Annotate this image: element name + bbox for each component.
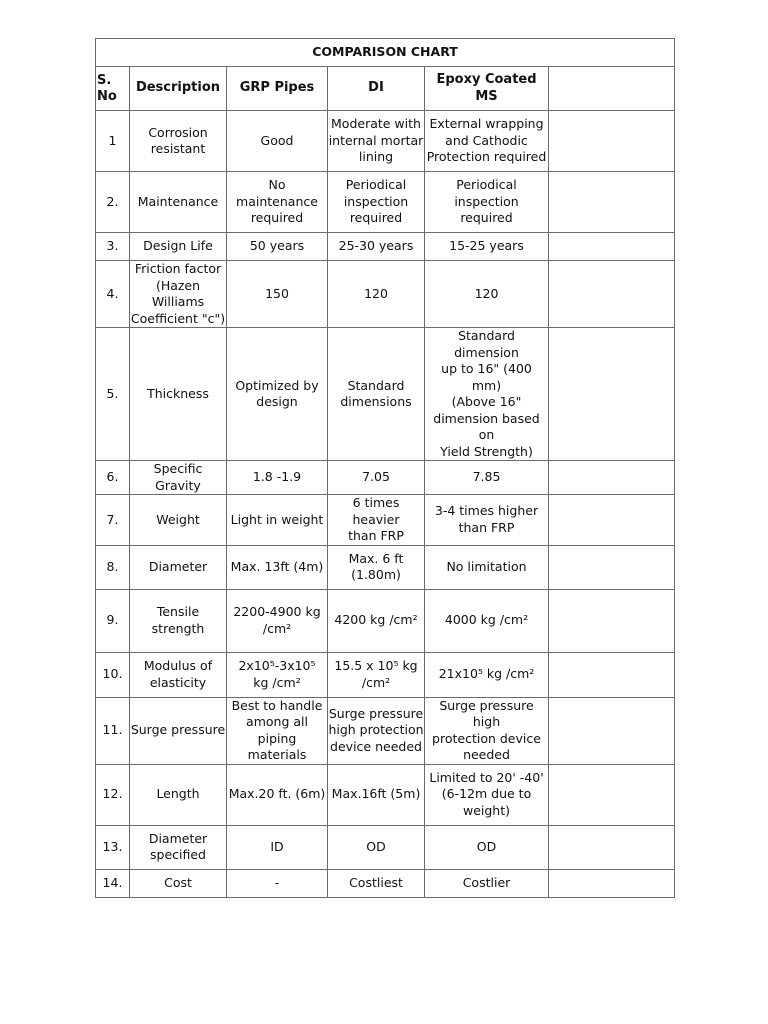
row-sno: 8. xyxy=(96,545,130,589)
row-grp-pipes: 2x10⁵-3x10⁵ kg /cm² xyxy=(227,652,328,697)
row-sno: 1 xyxy=(96,111,130,172)
row-blank xyxy=(549,589,675,652)
row-grp-pipes: Good xyxy=(227,111,328,172)
row-epoxy-coated-ms: 7.85 xyxy=(425,461,549,495)
row-di: OD xyxy=(328,825,425,869)
row-blank xyxy=(549,261,675,328)
header-grp-pipes: GRP Pipes xyxy=(227,67,328,111)
table-row xyxy=(96,233,675,261)
row-sno: 5. xyxy=(96,328,130,461)
comparison-chart-table xyxy=(95,38,675,898)
table-row xyxy=(96,495,675,546)
row-di: 120 xyxy=(328,261,425,328)
row-blank xyxy=(549,172,675,233)
row-grp-pipes: 50 years xyxy=(227,233,328,261)
row-epoxy-coated-ms: Surge pressure high protection device needed xyxy=(425,697,549,764)
row-di: Max.16ft (5m) xyxy=(328,764,425,825)
row-blank xyxy=(549,652,675,697)
row-epoxy-coated-ms: 4000 kg /cm² xyxy=(425,589,549,652)
header-blank xyxy=(549,67,675,111)
table-row xyxy=(96,461,675,495)
table-row xyxy=(96,825,675,869)
row-description: Maintenance xyxy=(130,172,227,233)
header-description: Description xyxy=(130,67,227,111)
row-description: Design Life xyxy=(130,233,227,261)
row-sno: 4. xyxy=(96,261,130,328)
row-epoxy-coated-ms: 3-4 times higher than FRP xyxy=(425,495,549,546)
row-sno: 11. xyxy=(96,697,130,764)
row-description: Diameter xyxy=(130,545,227,589)
row-epoxy-coated-ms: External wrapping and Cathodic Protection required xyxy=(425,111,549,172)
table-row xyxy=(96,697,675,764)
row-description: Length xyxy=(130,764,227,825)
row-epoxy-coated-ms: 120 xyxy=(425,261,549,328)
row-sno: 12. xyxy=(96,764,130,825)
row-description: Friction factor (Hazen Williams Coefficient "c") xyxy=(130,261,226,326)
row-description: Surge pressure xyxy=(130,697,227,764)
row-epoxy-coated-ms: Standard dimension up to 16" (400 mm) (Above 16" dimension based on Yield Strength) xyxy=(425,328,549,461)
row-grp-pipes: Light in weight xyxy=(227,495,328,546)
row-epoxy-coated-ms: No limitation xyxy=(425,545,549,589)
table-row xyxy=(96,545,675,589)
row-di: Max. 6 ft (1.80m) xyxy=(328,545,425,589)
row-description: Weight xyxy=(130,495,227,546)
row-di: Moderate with internal mortar lining xyxy=(328,111,425,172)
title-row xyxy=(96,39,675,67)
table-row xyxy=(96,172,675,233)
row-epoxy-coated-ms: Limited to 20' -40' (6-12m due to weight) xyxy=(425,764,549,825)
table-row xyxy=(96,111,675,172)
chart-title: COMPARISON CHART xyxy=(96,39,675,67)
row-di: Standard dimensions xyxy=(328,328,425,461)
row-epoxy-coated-ms: Periodical inspection required xyxy=(425,172,549,233)
row-blank xyxy=(549,495,675,546)
row-grp-pipes: Max. 13ft (4m) xyxy=(227,545,328,589)
row-blank xyxy=(549,697,675,764)
row-di: Periodical inspection required xyxy=(328,172,425,233)
row-blank xyxy=(549,461,675,495)
row-sno: 10. xyxy=(96,652,130,697)
row-grp-pipes: Optimized by design xyxy=(227,328,328,461)
header-epoxy-coated-ms: Epoxy Coated MS xyxy=(425,67,549,111)
row-blank xyxy=(549,764,675,825)
row-blank xyxy=(549,111,675,172)
row-description: Cost xyxy=(130,869,227,897)
row-epoxy-coated-ms: 21x10⁵ kg /cm² xyxy=(425,652,549,697)
table-row xyxy=(96,764,675,825)
row-grp-pipes: No maintenance required xyxy=(227,172,328,233)
row-di: 15.5 x 10⁵ kg /cm² xyxy=(328,652,425,697)
row-di: Costliest xyxy=(328,869,425,897)
row-description: Corrosion resistant xyxy=(130,111,227,172)
row-di: 25-30 years xyxy=(328,233,425,261)
row-grp-pipes: 150 xyxy=(227,261,328,328)
row-blank xyxy=(549,545,675,589)
row-blank xyxy=(549,328,675,461)
row-di: 7.05 xyxy=(328,461,425,495)
row-sno: 6. xyxy=(96,461,130,495)
header-sno: S. No xyxy=(96,67,130,111)
table-row xyxy=(96,869,675,897)
row-sno: 14. xyxy=(96,869,130,897)
row-description: Thickness xyxy=(130,328,227,461)
row-epoxy-coated-ms: OD xyxy=(425,825,549,869)
row-sno: 3. xyxy=(96,233,130,261)
row-grp-pipes: - xyxy=(227,869,328,897)
table-row xyxy=(96,652,675,697)
row-di: 4200 kg /cm² xyxy=(328,589,425,652)
row-grp-pipes: Max.20 ft. (6m) xyxy=(227,764,328,825)
row-epoxy-coated-ms: 15-25 years xyxy=(425,233,549,261)
row-blank xyxy=(549,869,675,897)
row-grp-pipes: Best to handle among all piping materials xyxy=(227,697,328,764)
row-description: Modulus of elasticity xyxy=(130,652,227,697)
row-description: Tensile strength xyxy=(130,589,227,652)
header-di: DI xyxy=(328,67,425,111)
table-row xyxy=(96,589,675,652)
row-blank xyxy=(549,825,675,869)
row-sno: 9. xyxy=(96,589,130,652)
row-grp-pipes: 1.8 -1.9 xyxy=(227,461,328,495)
header-row xyxy=(96,67,675,111)
row-sno: 2. xyxy=(96,172,130,233)
row-epoxy-coated-ms: Costlier xyxy=(425,869,549,897)
row-sno: 7. xyxy=(96,495,130,546)
table-body xyxy=(96,111,675,898)
row-description: Specific Gravity xyxy=(130,461,227,495)
row-blank xyxy=(549,233,675,261)
row-sno: 13. xyxy=(96,825,130,869)
row-grp-pipes: 2200-4900 kg /cm² xyxy=(227,589,328,652)
table-row xyxy=(96,328,675,461)
row-di: 6 times heavier than FRP xyxy=(328,495,425,546)
row-di: Surge pressure high protection device needed xyxy=(328,697,425,764)
table-row xyxy=(96,261,675,328)
row-grp-pipes: ID xyxy=(227,825,328,869)
row-description: Diameter specified xyxy=(130,825,227,869)
